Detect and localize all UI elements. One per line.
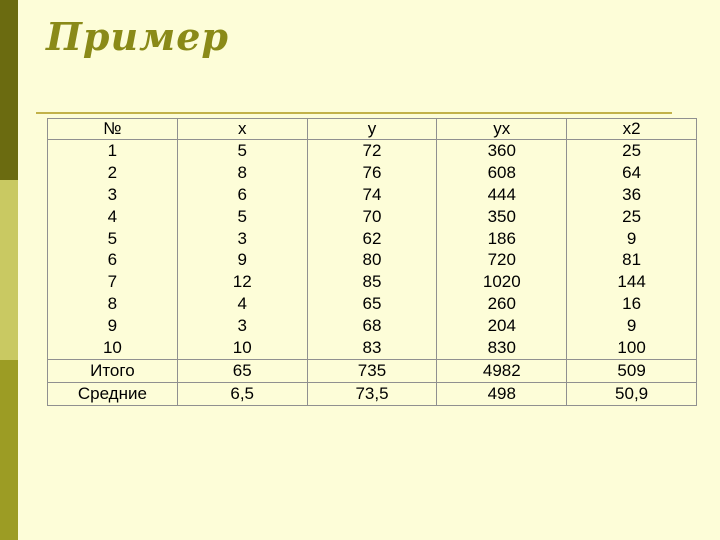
cell-y: 68 xyxy=(307,315,437,337)
cell-x2: 64 xyxy=(567,162,697,184)
cell-x2: 36 xyxy=(567,184,697,206)
table-row xyxy=(48,337,697,359)
cell-number: 5 xyxy=(48,228,178,250)
cell-x: 6,5 xyxy=(177,382,307,405)
cell-x: 8 xyxy=(177,162,307,184)
cell-number: 7 xyxy=(48,271,178,293)
cell-y: 70 xyxy=(307,206,437,228)
cell-yx: 444 xyxy=(437,184,567,206)
cell-yx: 350 xyxy=(437,206,567,228)
slide-title: Пример xyxy=(46,14,229,59)
total-row xyxy=(48,360,697,383)
cell-number: Итого xyxy=(48,360,178,383)
table-row xyxy=(48,315,697,337)
cell-yx: 720 xyxy=(437,250,567,272)
cell-y: 72 xyxy=(307,140,437,162)
cell-number: 8 xyxy=(48,293,178,315)
cell-number: 2 xyxy=(48,162,178,184)
cell-x: 3 xyxy=(177,315,307,337)
table-header-row xyxy=(48,119,697,140)
data-table-container xyxy=(47,118,697,406)
cell-x: 5 xyxy=(177,140,307,162)
cell-x2: 9 xyxy=(567,315,697,337)
cell-yx: 830 xyxy=(437,337,567,359)
cell-x2: 16 xyxy=(567,293,697,315)
cell-x: 10 xyxy=(177,337,307,359)
cell-y: 735 xyxy=(307,360,437,383)
cell-yx: 1020 xyxy=(437,271,567,293)
table-row xyxy=(48,271,697,293)
table-row xyxy=(48,206,697,228)
table-header xyxy=(48,119,697,140)
left-accent-bar-middle xyxy=(0,180,18,360)
cell-y: 80 xyxy=(307,250,437,272)
title-divider xyxy=(36,112,672,114)
header-cell-number: № xyxy=(48,119,178,140)
left-accent-bar-bottom xyxy=(0,360,18,540)
cell-x2: 50,9 xyxy=(567,382,697,405)
cell-y: 73,5 xyxy=(307,382,437,405)
table-row xyxy=(48,162,697,184)
cell-x2: 509 xyxy=(567,360,697,383)
cell-x: 4 xyxy=(177,293,307,315)
cell-y: 62 xyxy=(307,228,437,250)
header-cell-x: x xyxy=(177,119,307,140)
header-cell-yx: yx xyxy=(437,119,567,140)
cell-yx: 608 xyxy=(437,162,567,184)
data-table xyxy=(47,118,697,406)
cell-number: 4 xyxy=(48,206,178,228)
table-row xyxy=(48,140,697,162)
table-row xyxy=(48,250,697,272)
cell-yx: 260 xyxy=(437,293,567,315)
table-row xyxy=(48,184,697,206)
cell-yx: 204 xyxy=(437,315,567,337)
cell-x2: 100 xyxy=(567,337,697,359)
cell-number: 3 xyxy=(48,184,178,206)
cell-number: 6 xyxy=(48,250,178,272)
cell-x2: 25 xyxy=(567,206,697,228)
cell-number: Средние xyxy=(48,382,178,405)
cell-x: 3 xyxy=(177,228,307,250)
cell-y: 65 xyxy=(307,293,437,315)
cell-y: 85 xyxy=(307,271,437,293)
cell-x: 65 xyxy=(177,360,307,383)
cell-x: 12 xyxy=(177,271,307,293)
cell-number: 9 xyxy=(48,315,178,337)
cell-x2: 81 xyxy=(567,250,697,272)
cell-number: 1 xyxy=(48,140,178,162)
cell-number: 10 xyxy=(48,337,178,359)
cell-yx: 498 xyxy=(437,382,567,405)
cell-x2: 25 xyxy=(567,140,697,162)
cell-y: 76 xyxy=(307,162,437,184)
left-accent-bar-top xyxy=(0,0,18,180)
header-cell-y: y xyxy=(307,119,437,140)
cell-yx: 186 xyxy=(437,228,567,250)
cell-y: 74 xyxy=(307,184,437,206)
cell-x2: 9 xyxy=(567,228,697,250)
cell-x: 6 xyxy=(177,184,307,206)
cell-x: 5 xyxy=(177,206,307,228)
cell-yx: 360 xyxy=(437,140,567,162)
table-body xyxy=(48,140,697,406)
cell-y: 83 xyxy=(307,337,437,359)
header-cell-x2: x2 xyxy=(567,119,697,140)
cell-yx: 4982 xyxy=(437,360,567,383)
table-row xyxy=(48,228,697,250)
table-row xyxy=(48,293,697,315)
cell-x2: 144 xyxy=(567,271,697,293)
cell-x: 9 xyxy=(177,250,307,272)
mean-row xyxy=(48,382,697,405)
